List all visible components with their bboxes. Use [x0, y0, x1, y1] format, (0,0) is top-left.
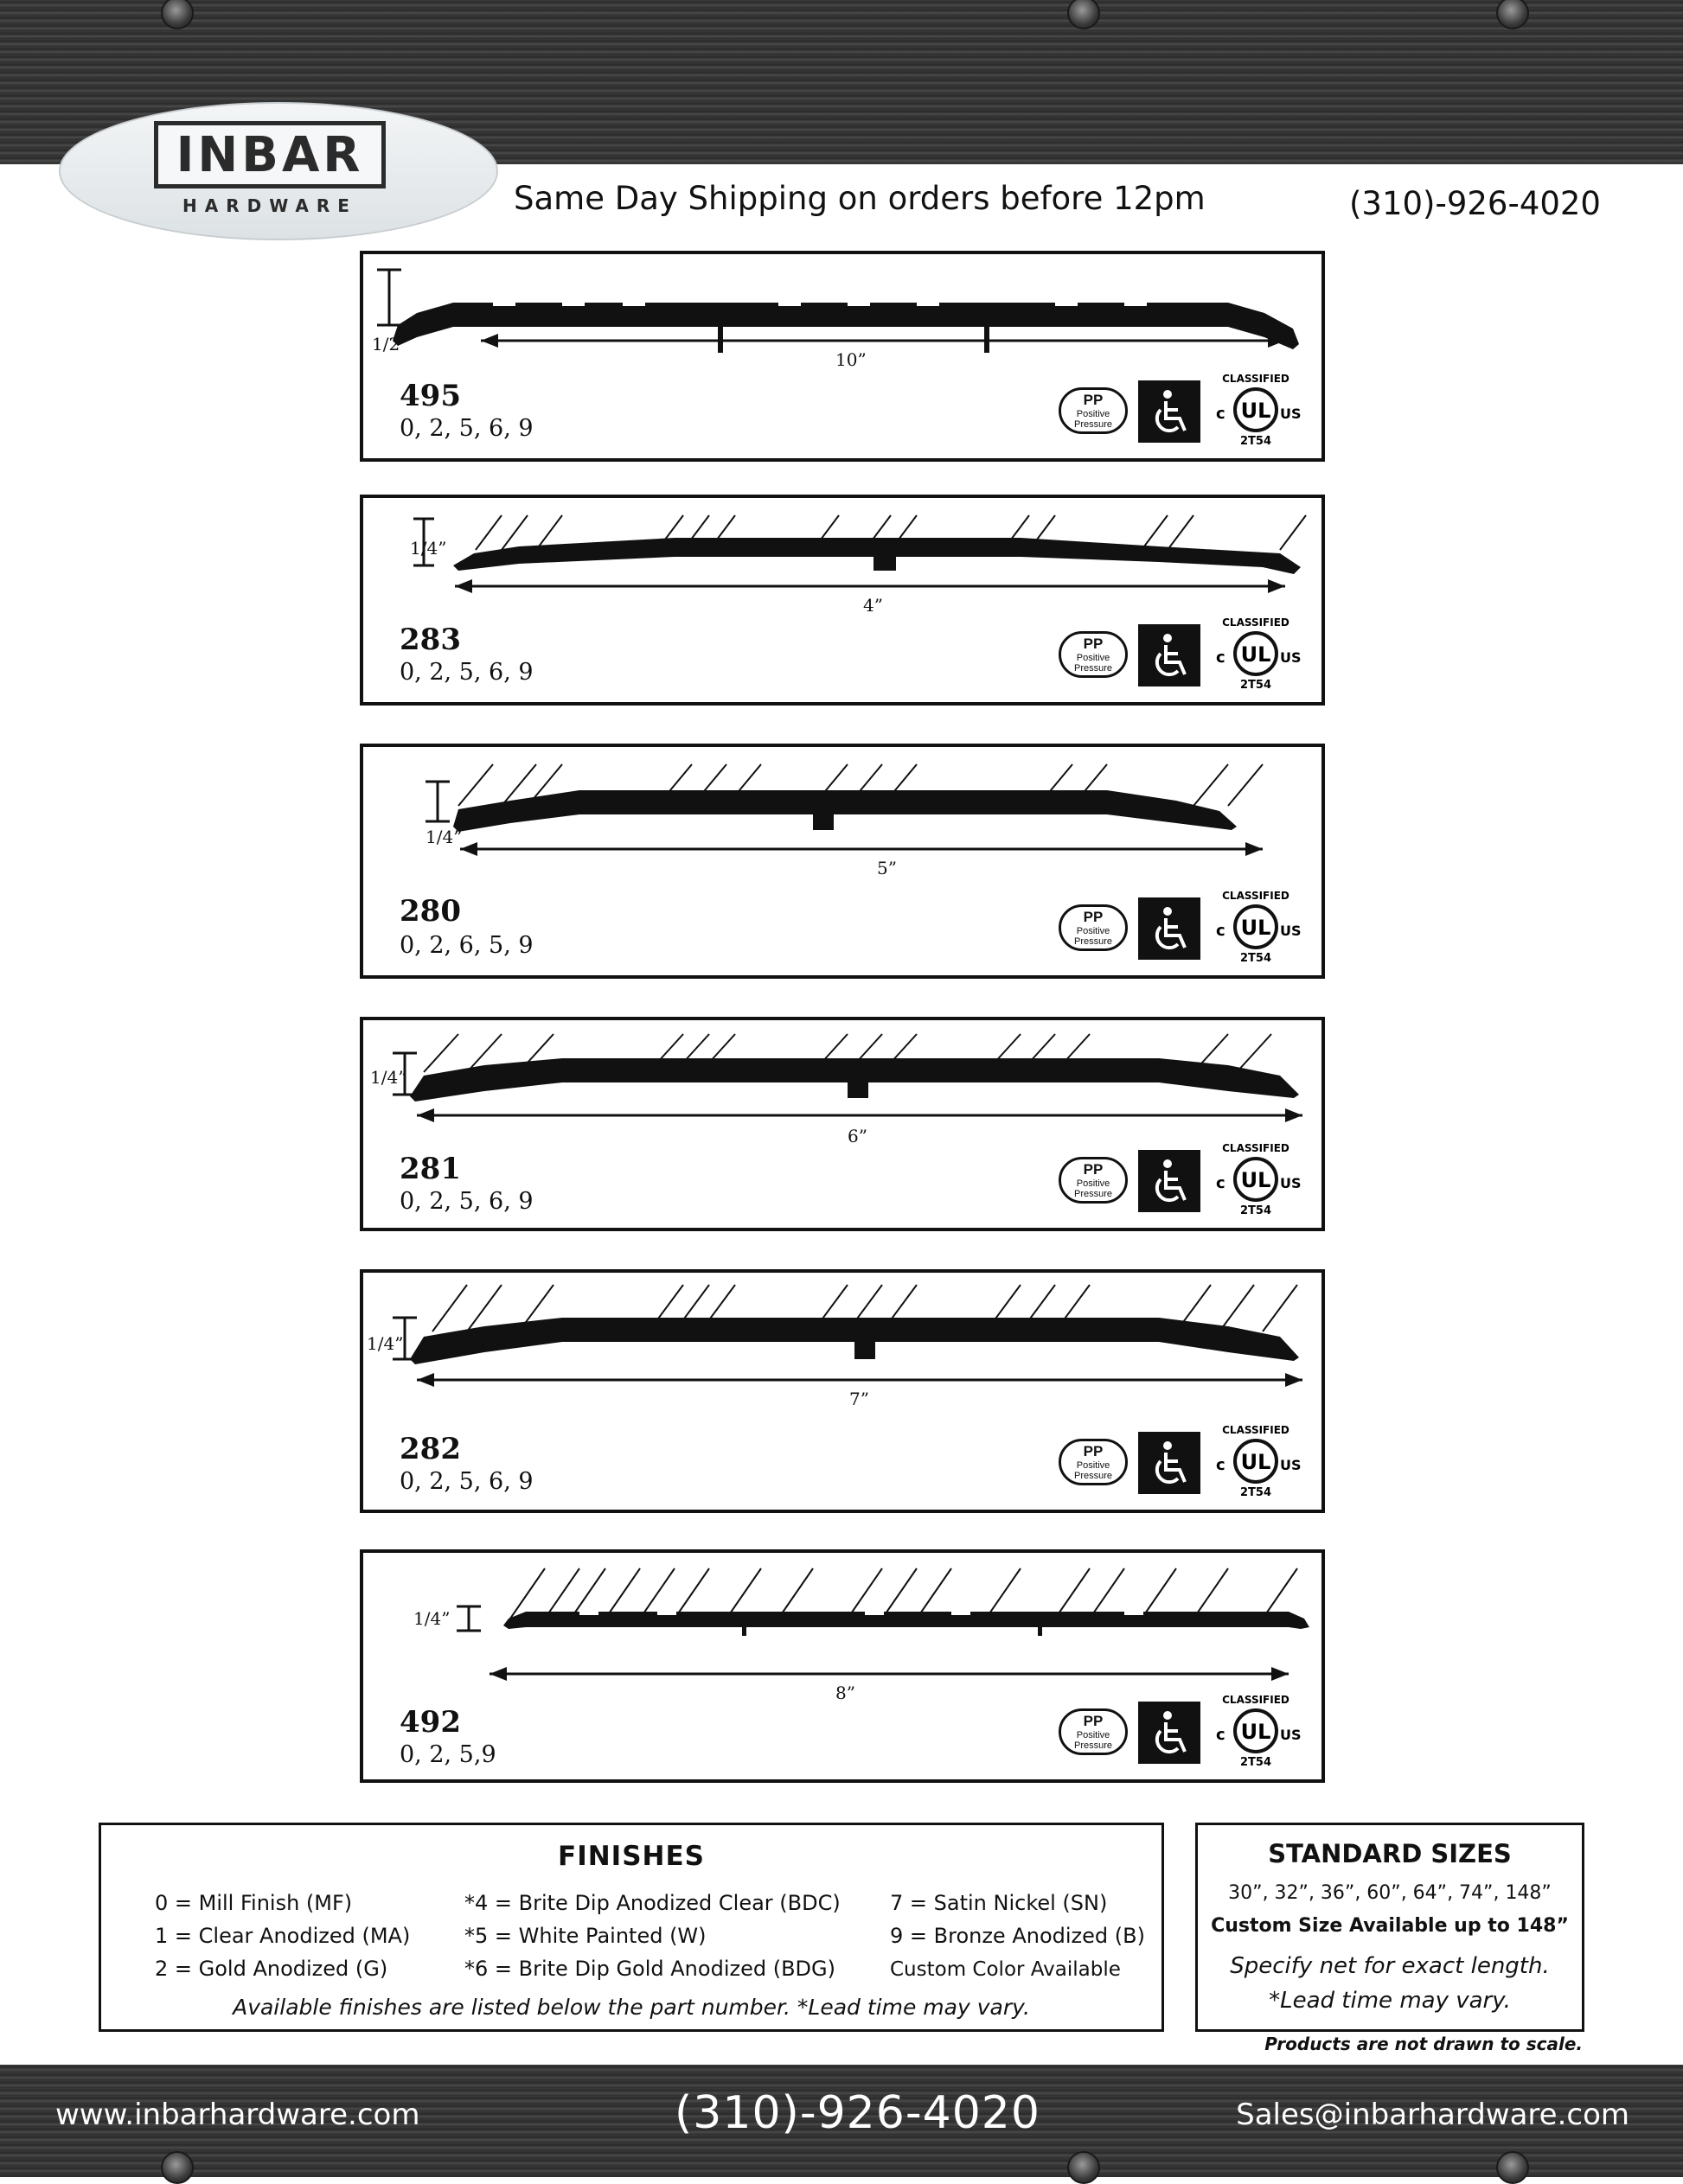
ul-code: 2T54 [1239, 1486, 1272, 1499]
wheelchair-icon [1138, 1432, 1200, 1494]
ul-classified-icon [1209, 1421, 1302, 1501]
height-dim: 1/4” [370, 1067, 407, 1088]
ul-us: US [1280, 1457, 1302, 1473]
width-dim: 10” [835, 349, 867, 370]
height-dim: 1/4” [410, 538, 447, 559]
width-dim: 8” [835, 1683, 855, 1703]
width-dim: 5” [877, 858, 897, 878]
positive-pressure-badge: PP Positive Pressure [1059, 631, 1128, 678]
height-dim: 1/4” [367, 1333, 404, 1354]
wheelchair-icon [1138, 380, 1200, 443]
bolt-icon [1067, 2151, 1100, 2184]
finishes-note: Available finishes are listed below the part number. *Lead time may vary. [233, 1995, 1030, 2020]
ul-mark: UL [1240, 1720, 1271, 1744]
width-dim: 6” [848, 1126, 867, 1146]
sizes-title: STANDARD SIZES [1268, 1839, 1512, 1868]
ul-c: c [1216, 405, 1225, 423]
product-card-283 [360, 495, 1325, 706]
cert-badges [1059, 1421, 1302, 1501]
bolt-icon [1496, 2151, 1529, 2184]
product-number: 282 [400, 1432, 461, 1466]
finish-item: *6 = Brite Dip Gold Anodized (BDG) [464, 1957, 835, 1981]
product-card-280 [360, 744, 1325, 979]
ul-code: 2T54 [1239, 435, 1272, 448]
positive-pressure-badge: PP Positive Pressure [1059, 904, 1128, 951]
ul-mark: UL [1240, 1168, 1271, 1192]
footer-website-link[interactable]: www.inbarhardware.com [55, 2098, 420, 2132]
ul-top: CLASSIFIED [1222, 1142, 1289, 1154]
ul-top: CLASSIFIED [1222, 373, 1289, 385]
product-number: 495 [400, 379, 461, 413]
ul-top: CLASSIFIED [1222, 890, 1289, 902]
positive-pressure-badge: PP Positive Pressure [1059, 1708, 1128, 1755]
ul-code: 2T54 [1239, 1204, 1272, 1217]
positive-pressure-badge: PP Positive Pressure [1059, 387, 1128, 434]
scale-note: Products are not drawn to scale. [1264, 2034, 1583, 2054]
ul-top: CLASSIFIED [1222, 1694, 1289, 1706]
finishes-title: FINISHES [558, 1841, 705, 1872]
product-number: 492 [400, 1705, 461, 1740]
sizes-list: 30”, 32”, 36”, 60”, 64”, 74”, 148” [1228, 1882, 1552, 1904]
product-finishes: 0, 2, 5, 6, 9 [400, 415, 534, 442]
product-number: 281 [400, 1152, 461, 1186]
brand-logo [154, 121, 386, 188]
ul-us: US [1280, 1175, 1302, 1191]
custom-color-note: Custom Color Available [890, 1958, 1121, 1981]
ul-mark: UL [1240, 916, 1271, 940]
width-dim: 7” [849, 1389, 869, 1409]
product-card-281 [360, 1017, 1325, 1231]
product-finishes: 0, 2, 5, 6, 9 [400, 1188, 534, 1215]
ul-classified-icon [1209, 887, 1302, 967]
product-card-282 [360, 1269, 1325, 1513]
bolt-icon [1496, 0, 1529, 29]
finishes-box [99, 1823, 1164, 2032]
ul-us: US [1280, 923, 1302, 939]
ul-c: c [1216, 1456, 1225, 1474]
product-number: 280 [400, 894, 461, 929]
ul-mark: UL [1240, 399, 1271, 423]
bolt-icon [1067, 0, 1100, 29]
product-number: 283 [400, 623, 461, 657]
custom-size-note: Custom Size Available up to 148” [1211, 1915, 1569, 1937]
height-dim: 1/2” [372, 334, 409, 354]
cert-badges [1059, 1140, 1302, 1219]
ul-c: c [1216, 1174, 1225, 1192]
cert-badges [1059, 614, 1302, 693]
ul-us: US [1280, 1727, 1302, 1743]
ul-top: CLASSIFIED [1222, 1424, 1289, 1436]
finish-item: *5 = White Painted (W) [464, 1924, 707, 1948]
finish-item: 0 = Mill Finish (MF) [155, 1891, 353, 1915]
finish-item: 2 = Gold Anodized (G) [155, 1957, 388, 1981]
positive-pressure-badge: PP Positive Pressure [1059, 1439, 1128, 1485]
bolt-icon [161, 0, 194, 29]
product-card-495 [360, 251, 1325, 462]
ul-c: c [1216, 1726, 1225, 1744]
finish-item: 1 = Clear Anodized (MA) [155, 1924, 411, 1948]
ul-c: c [1216, 922, 1225, 940]
ul-mark: UL [1240, 642, 1271, 667]
brand-name: INBAR [176, 126, 364, 183]
ul-classified-icon [1209, 370, 1302, 450]
specify-note: Specify net for exact length. [1230, 1953, 1550, 1979]
wheelchair-icon [1138, 624, 1200, 686]
finish-item: 7 = Satin Nickel (SN) [890, 1891, 1108, 1915]
lead-time-note: *Lead time may vary. [1269, 1988, 1511, 2014]
standard-sizes-box [1195, 1823, 1584, 2032]
product-finishes: 0, 2, 5, 6, 9 [400, 659, 534, 686]
height-dim: 1/4” [413, 1608, 451, 1629]
brand-sub: HARDWARE [182, 195, 357, 216]
footer-email-link[interactable]: Sales@inbarhardware.com [1236, 2098, 1629, 2132]
wheelchair-icon [1138, 1702, 1200, 1764]
ul-us: US [1280, 406, 1302, 422]
footer-phone[interactable]: (310)-926-4020 [675, 2087, 1040, 2139]
cert-badges [1059, 1691, 1302, 1771]
cert-badges [1059, 370, 1302, 450]
finish-item: *4 = Brite Dip Anodized Clear (BDC) [464, 1891, 841, 1915]
wheelchair-icon [1138, 897, 1200, 960]
ul-code: 2T54 [1239, 1756, 1272, 1769]
wheelchair-icon [1138, 1150, 1200, 1212]
header-phone: (310)-926-4020 [1349, 185, 1601, 222]
finish-item: 9 = Bronze Anodized (B) [890, 1924, 1145, 1948]
product-finishes: 0, 2, 5, 6, 9 [400, 1468, 534, 1495]
ul-classified-icon [1209, 614, 1302, 693]
positive-pressure-badge: PP Positive Pressure [1059, 1157, 1128, 1204]
ul-classified-icon [1209, 1691, 1302, 1771]
ul-code: 2T54 [1239, 679, 1272, 692]
width-dim: 4” [863, 595, 883, 616]
height-dim: 1/4” [426, 827, 463, 847]
product-finishes: 0, 2, 6, 5, 9 [400, 932, 534, 959]
ul-mark: UL [1240, 1450, 1271, 1474]
ul-code: 2T54 [1239, 952, 1272, 965]
product-card-492 [360, 1549, 1325, 1783]
ul-us: US [1280, 649, 1302, 666]
ul-c: c [1216, 648, 1225, 667]
product-finishes: 0, 2, 5,9 [400, 1741, 496, 1768]
cert-badges [1059, 887, 1302, 967]
ul-top: CLASSIFIED [1222, 616, 1289, 629]
bolt-icon [161, 2151, 194, 2184]
shipping-note: Same Day Shipping on orders before 12pm [514, 180, 1206, 217]
ul-classified-icon [1209, 1140, 1302, 1219]
